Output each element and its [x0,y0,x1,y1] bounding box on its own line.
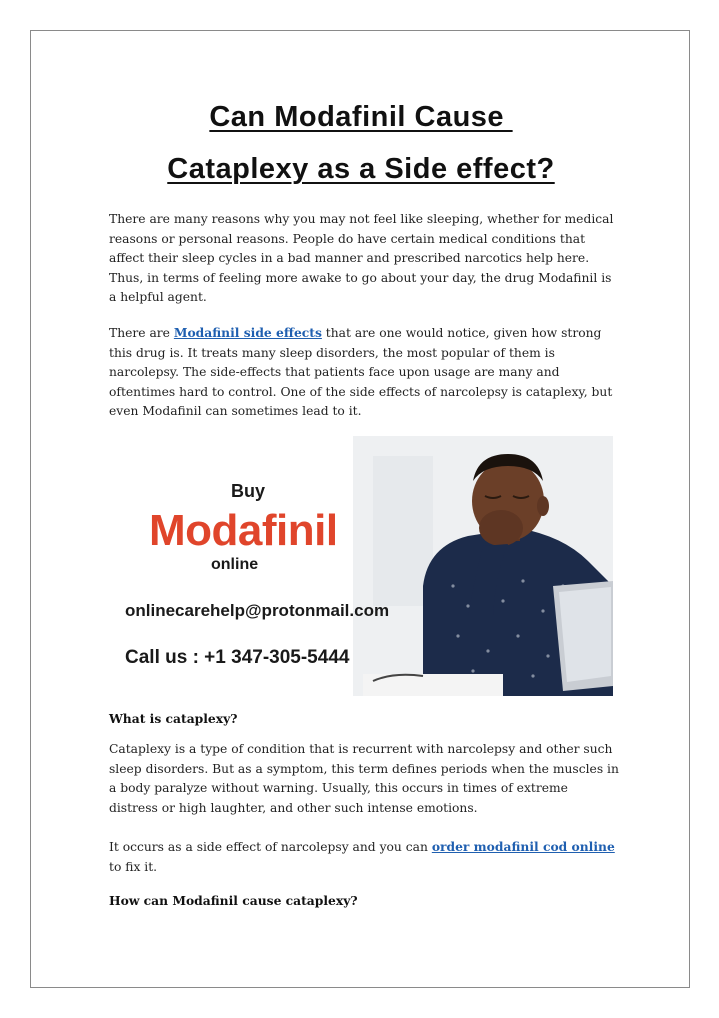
intro-paragraph: There are many reasons why you may not feel like sleeping, whether for medical reasons or personal reasons. People do have certain medical conditions that affect their sleep cycles in a bad manner and prescribed narcotics help here. Thus, in terms of feeling more awake to go about your day, the drug Modafinil is a helpful agent. [109,212,614,305]
promo-phone: Call us : +1 347-305-5444 [125,647,350,668]
order-text-before: It occurs as a side effect of narcolepsy and you can [109,840,432,854]
order-modafinil-link[interactable]: order modafinil cod online [431,839,615,854]
page-title-line-2 [31,153,691,186]
document-page [30,30,690,988]
promo-buy-label: Buy [231,481,266,501]
cataplexy-definition-paragraph: Cataplexy is a type of condition that is recurrent with narcolepsy and other such sleep disorders. But as a symptom, this term defines periods when the muscles in a body paralyze without warning. Usually, this occurs in times of extreme distress or high laughter, and other such intense emotions. [109,742,619,815]
promo-brand-label: Modafinil [149,506,338,555]
promo-email: onlinecarehelp@protonmail.com [125,601,390,620]
title-text-1: Can Modafinil Cause [209,101,513,133]
side-effects-paragraph [109,323,619,422]
modafinil-side-effects-link[interactable]: Modafinil side effects [173,325,322,340]
side-effects-text-after: that are one would notice, given how strong this drug is. It treats many sleep disorders, the most popular of them is narcolepsy. The side-effects that patients face upon usage are many and oftentimes hard to control. One of the side effects of narcolepsy is cataplexy, but even Modafinil can sometimes lead to it. [109,326,613,419]
promo-image [123,436,613,696]
section-heading-how-can-modafinil: How can Modafinil cause cataplexy? [109,893,358,908]
order-paragraph [109,837,619,877]
order-text-after: to fix it. [109,859,158,874]
section-heading-what-is-cataplexy: What is cataplexy? [109,711,238,726]
page-title-line-1 [31,101,691,134]
title-text-2: Cataplexy as a Side effect? [167,153,555,185]
promo-online-label: online [211,556,259,573]
side-effects-text-before: There are [109,326,174,340]
